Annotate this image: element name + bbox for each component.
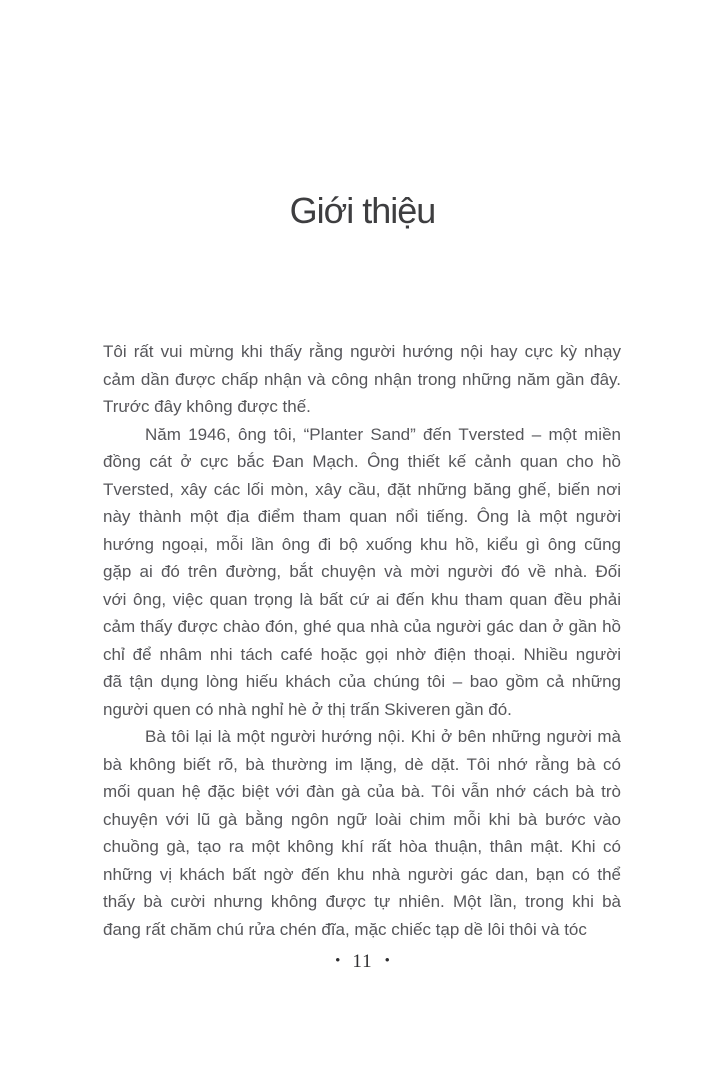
page-number-bullet-right: • (384, 953, 390, 969)
text-line: với ông, việc quan trọng là bất cứ ai đến khu tham quan đều phải (103, 589, 621, 609)
text-line: mối quan hệ đặc biệt với đàn gà của bà. Tôi vẫn nhớ cách bà trò (103, 782, 621, 801)
text-line: cảm dần được chấp nhận và công nhận trong những năm gần đây. (103, 369, 621, 389)
chapter-title: Giới thiệu (289, 190, 436, 231)
body-text (103, 338, 621, 943)
text-line: Năm 1946, ông tôi, “Planter Sand” đến Tversted – một miền (145, 424, 621, 444)
text-line: bà không biết rõ, bà thường im lặng, dè dặt. Tôi nhớ rằng bà có (103, 754, 621, 774)
text-line: hướng ngoại, mỗi lần ông đi bộ xuống khu hồ, kiểu gì ông cũng (103, 534, 621, 554)
text-line: chuyện với lũ gà bằng ngôn ngữ loài chim mỗi khi bà bước vào (103, 809, 621, 829)
text-line: chỉ để nhâm nhi tách café hoặc gọi nhờ điện thoại. Nhiều người (103, 644, 621, 664)
text-line: thấy bà cười nhưng không được tự nhiên. Một lần, trong khi bà (103, 892, 621, 911)
text-line: Tversted, xây các lối mòn, xây cầu, đặt những băng ghế, biến nơi (103, 479, 621, 499)
page-number-value: 11 (352, 951, 373, 972)
text-line: người quen có nhà nghỉ hè ở thị trấn Skiveren gần đó. (103, 699, 512, 719)
text-line: đang rất chăm chú rửa chén đĩa, mặc chiếc tạp dề lôi thôi và tóc (103, 919, 587, 939)
text-line: gặp ai đó trên đường, bắt chuyện và mời người đó về nhà. Đối (103, 562, 621, 581)
text-line: cảm thấy được chào đón, ghé qua nhà của người gác dan ở gần hồ (103, 617, 621, 636)
text-line: Trước đây không được thế. (103, 397, 311, 416)
text-line: chuồng gà, tạo ra một không khí rất hòa thuận, thân mật. Khi có (103, 837, 621, 856)
text-line: những vị khách bất ngờ đến khu nhà người gác dan, bạn có thể (103, 864, 621, 884)
text-line: đồng cát ở cực bắc Đan Mạch. Ông thiết kế cảnh quan cho hồ (103, 452, 621, 471)
page-number (0, 949, 725, 975)
text-line: Tôi rất vui mừng khi thấy rằng người hướng nội hay cực kỳ nhạy (103, 342, 621, 361)
text-line: đã tận dụng lòng hiếu khách của chúng tôi – bao gồm cả những (103, 672, 621, 691)
text-line: Bà tôi lại là một người hướng nội. Khi ở bên những người mà (145, 727, 621, 746)
page-number-bullet-left: • (335, 953, 341, 969)
text-line: này thành một địa điểm tham quan nổi tiếng. Ông là một người (103, 507, 621, 526)
